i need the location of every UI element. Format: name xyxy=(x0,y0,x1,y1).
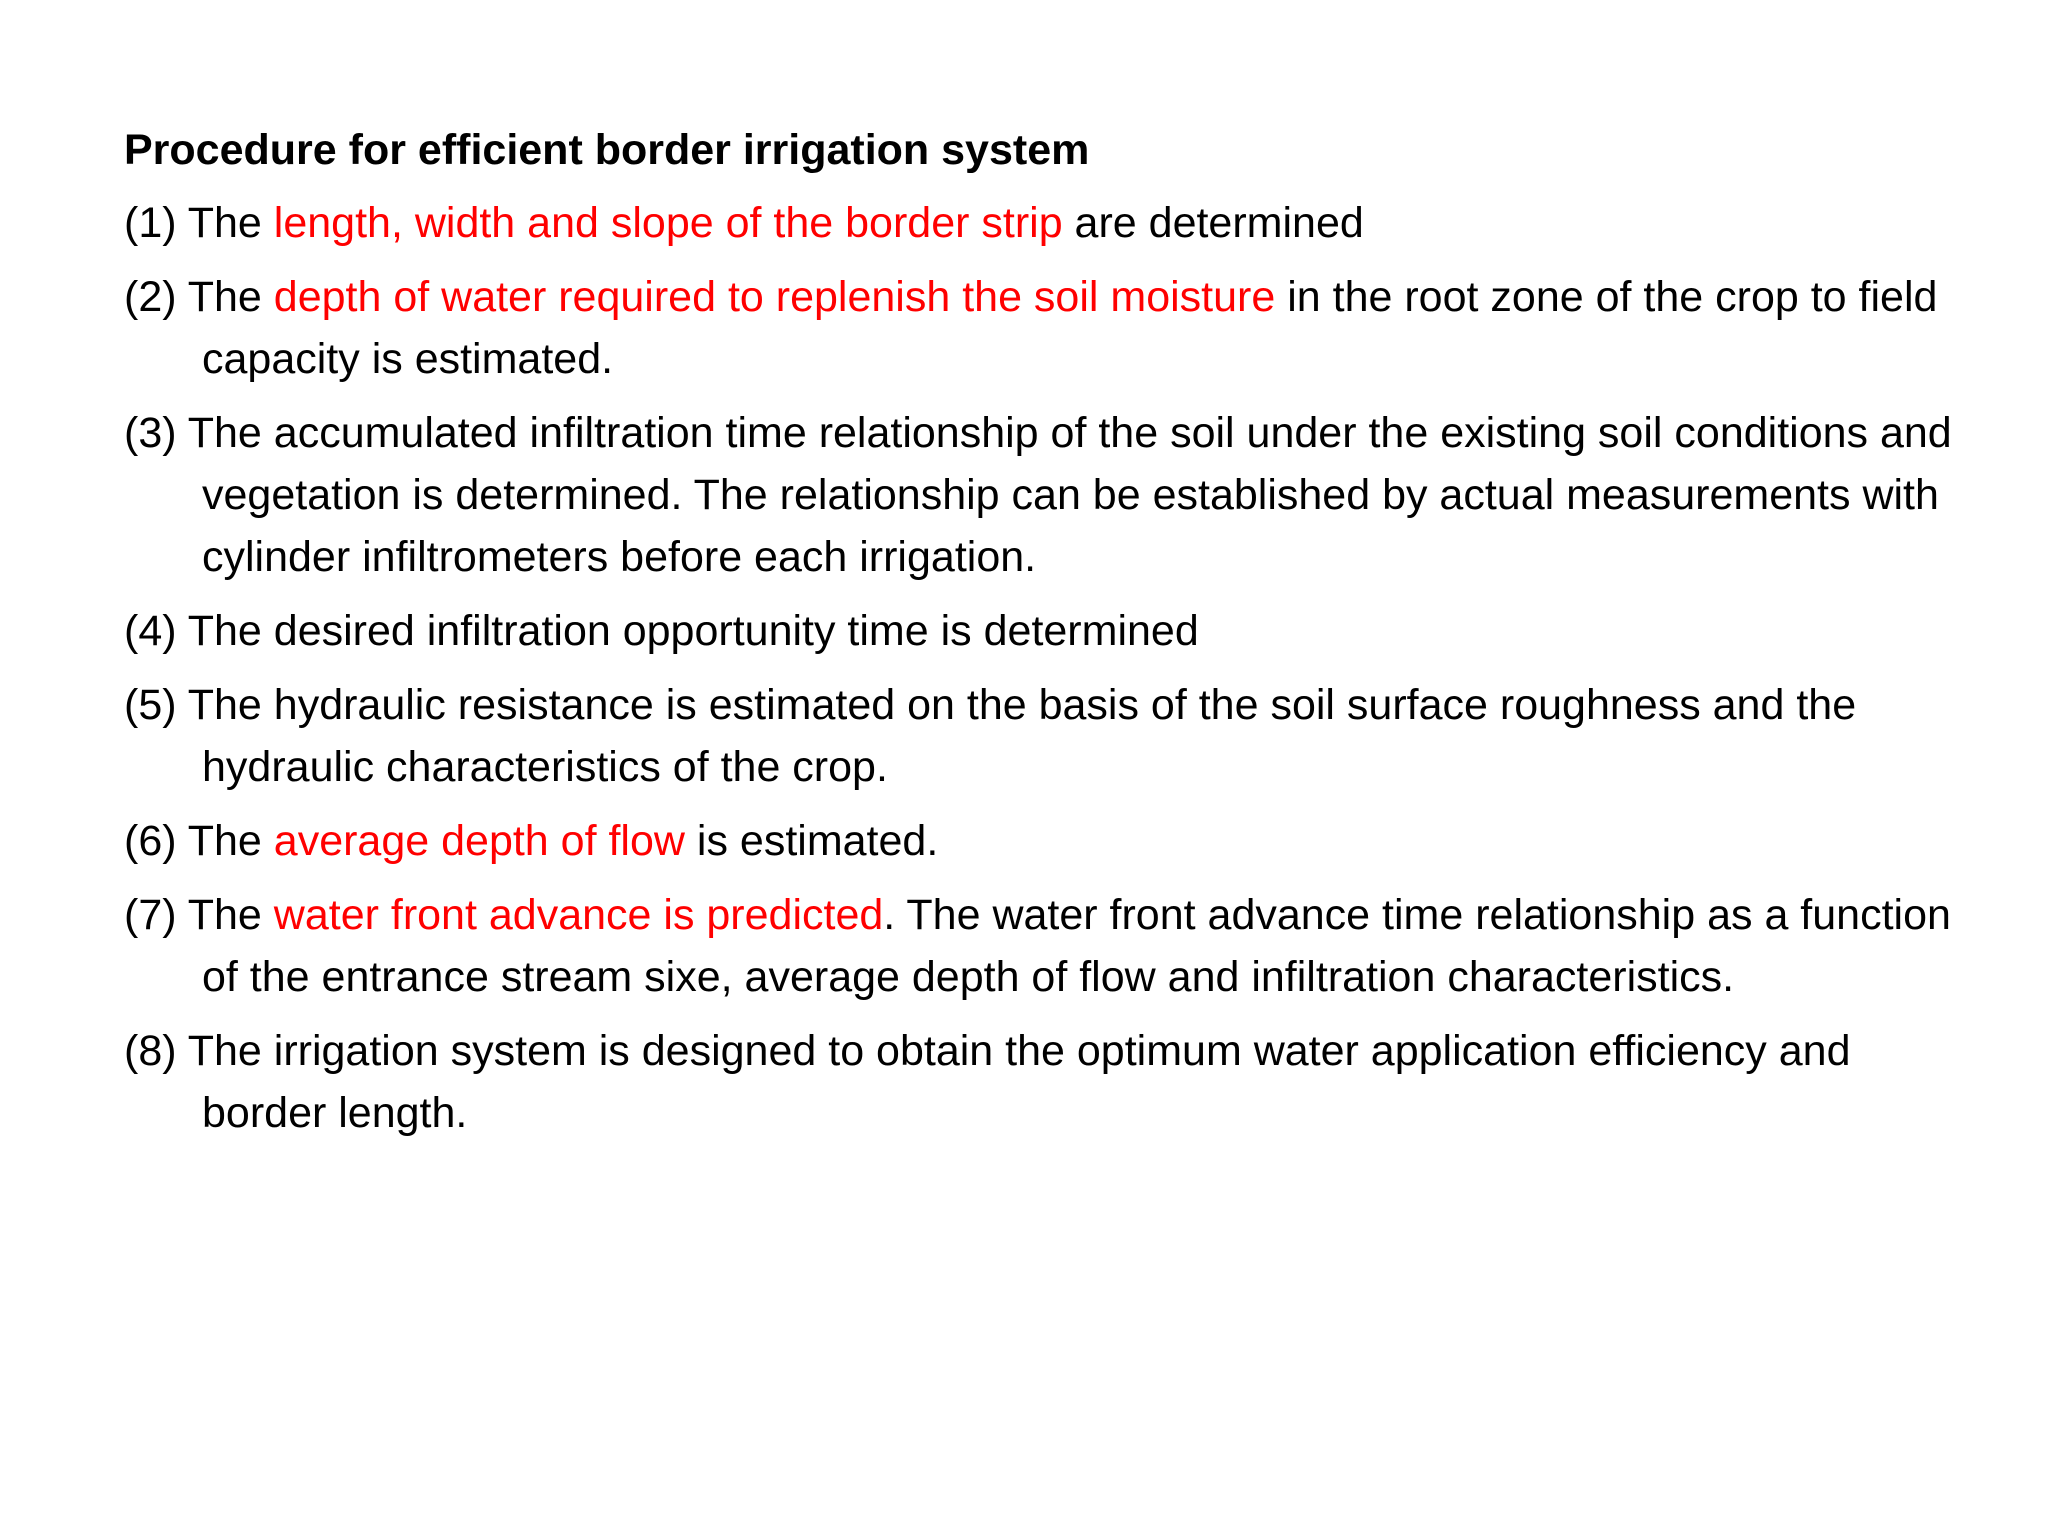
step-text-tail: is estimated. xyxy=(684,817,939,865)
procedure-step-8 xyxy=(124,1020,1984,1144)
step-text-tail: in the root zone of the crop to field capacity is estimated. xyxy=(202,273,1938,383)
step-text: The xyxy=(187,199,274,247)
step-text: The xyxy=(187,891,274,939)
slide-content xyxy=(124,118,1984,1156)
procedure-step-1 xyxy=(124,192,1984,254)
procedure-step-6 xyxy=(124,810,1984,872)
procedure-step-2 xyxy=(124,266,1984,390)
step-text: The desired infiltration opportunity time is determined xyxy=(187,607,1199,655)
step-text-tail: are determined xyxy=(1062,199,1364,247)
step-text: The accumulated infiltration time relationship of the soil under the existing soil conditions and vegetation is determined. The relationship can be established by actual measurements with cylinder infiltrometers before each irrigation. xyxy=(187,409,1952,581)
procedure-step-5 xyxy=(124,674,1984,798)
slide-title: Procedure for efficient border irrigation system xyxy=(124,126,1090,174)
step-number: (1) xyxy=(124,199,177,247)
step-number: (6) xyxy=(124,817,177,865)
step-text: The xyxy=(187,273,274,321)
step-number: (4) xyxy=(124,607,177,655)
step-number: (5) xyxy=(124,681,177,729)
procedure-step-4 xyxy=(124,600,1984,662)
step-highlight: average depth of flow xyxy=(273,817,685,865)
step-text-tail: . The water front advance time relationship as a function of the entrance stream sixe, average depth of flow and infiltration characteristics. xyxy=(202,891,1951,1001)
procedure-step-3 xyxy=(124,402,1984,588)
step-number: (3) xyxy=(124,409,177,457)
step-number: (2) xyxy=(124,273,177,321)
step-highlight: water front advance is predicted xyxy=(273,891,884,939)
step-text: The irrigation system is designed to obtain the optimum water application efficiency and border length. xyxy=(187,1027,1851,1137)
procedure-step-7 xyxy=(124,884,1984,1008)
step-highlight: depth of water required to replenish the soil moisture xyxy=(273,273,1276,321)
step-number: (8) xyxy=(124,1027,177,1075)
step-text: The xyxy=(187,817,274,865)
step-number: (7) xyxy=(124,891,177,939)
step-text: The hydraulic resistance is estimated on the basis of the soil surface roughness and the hydraulic characteristics of the crop. xyxy=(187,681,1857,791)
step-highlight: length, width and slope of the border strip xyxy=(273,199,1063,247)
